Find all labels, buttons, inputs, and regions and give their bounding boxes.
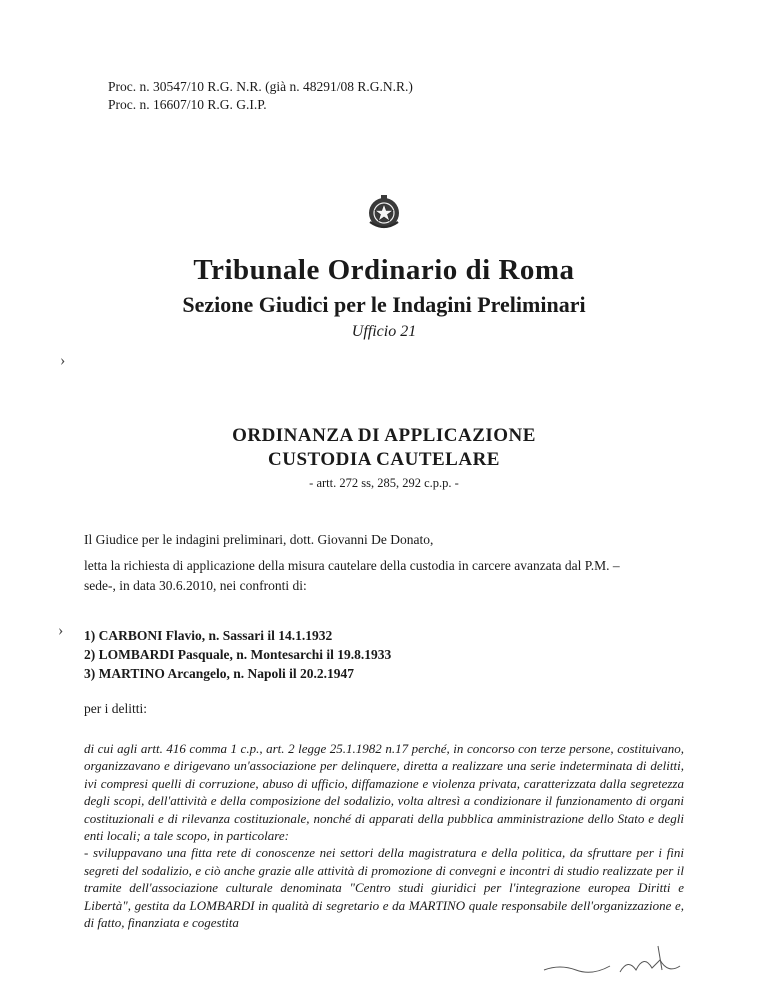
case-references bbox=[108, 78, 413, 114]
request-statement-line2: sede-, in data 30.6.2010, nei confronti di: bbox=[84, 578, 307, 593]
charges-text bbox=[84, 740, 684, 931]
handwritten-signature-icon bbox=[540, 940, 700, 980]
defendant-item: 1) CARBONI Flavio, n. Sassari il 14.1.1932 bbox=[84, 628, 333, 643]
margin-mark-icon: › bbox=[60, 352, 66, 369]
defendant-item: 3) MARTINO Arcangelo, n. Napoli il 20.2.1947 bbox=[84, 666, 355, 681]
republic-emblem-icon bbox=[364, 192, 404, 232]
defendant-item: 2) LOMBARDI Pasquale, n. Montesarchi il 19.8.1933 bbox=[84, 647, 392, 662]
ordinance-heading bbox=[0, 424, 768, 492]
case-reference-rgnr: Proc. n. 30547/10 R.G. N.R. (già n. 48291/08 R.G.N.R.) bbox=[108, 79, 413, 94]
case-reference-gip: Proc. n. 16607/10 R.G. G.I.P. bbox=[108, 97, 267, 112]
court-office: Ufficio 21 bbox=[351, 323, 417, 340]
court-name: Tribunale Ordinario di Roma bbox=[193, 254, 575, 286]
court-header bbox=[0, 253, 768, 343]
charges-intro: per i delitti: bbox=[84, 701, 147, 716]
charges-paragraph: - sviluppavano una fitta rete di conoscenze nei settori della magistratura e della politica, da sfruttare per i fini segreti del sodalizio, e ciò anche grazie alle attività di promozione di convegni e incontri di studio realizzate per il tramite dell'associazione culturale denominata "Centro studi giuridici per l'integrazione europea Diritti e Libertà", gestita da LOMBARDI in qualità di segretario e da MARTINO quale responsabile dell'organizzazione e, di fatto, finanziata e cogestita bbox=[84, 845, 684, 931]
request-statement-line1: letta la richiesta di applicazione della misura cautelare della custodia in carcere avanzata dal P.M. – bbox=[84, 558, 620, 573]
ordinance-articles: - artt. 272 ss, 285, 292 c.p.p. - bbox=[309, 476, 459, 490]
margin-mark-icon: › bbox=[58, 622, 64, 639]
ordinance-title: ORDINANZA DI APPLICAZIONE bbox=[232, 425, 536, 446]
judge-statement: Il Giudice per le indagini preliminari, dott. Giovanni De Donato, bbox=[84, 532, 434, 547]
ordinance-subtitle: CUSTODIA CAUTELARE bbox=[268, 449, 500, 470]
charges-paragraph: di cui agli artt. 416 comma 1 c.p., art. 2 legge 25.1.1982 n.17 perché, in concorso con terze persone, costituivano, organizzavano e dirigevano un'associazione per delinquere, diretta a realizzare una serie indeterminata di delitti, ivi compresi quelli di corruzione, abuso di ufficio, diffamazione e violenza privata, caratterizzata dalla segretezza degli scopi, dell'attività e della composizione del sodalizio, volta altresì a condizionare il funzionamento di organi costituzionali e di rilevanza costituzionale, nonché di apparati della pubblica amministrazione dello Stato e degli enti locali; a tale scopo, in particolare: bbox=[84, 741, 684, 844]
court-section: Sezione Giudici per le Indagini Preliminari bbox=[182, 292, 586, 317]
defendants-list bbox=[84, 626, 391, 683]
